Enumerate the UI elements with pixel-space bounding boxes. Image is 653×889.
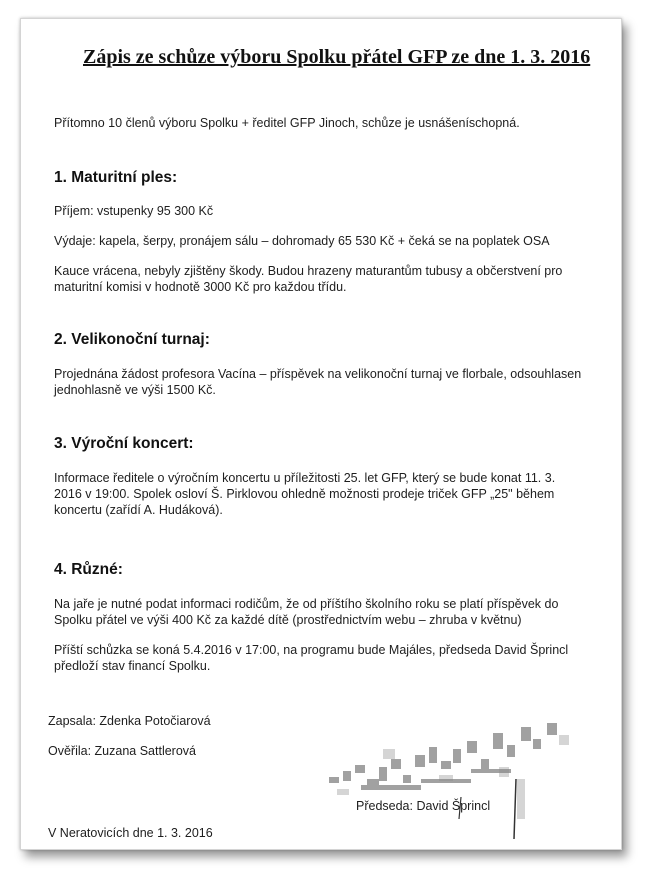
concert-line-2: 2016 v 19:00. Spolek osloví Š. Pirklovou ohledně možnosti prodeje triček GFP „25" během: [54, 487, 555, 501]
next-meeting-line-1: Příští schůzka se koná 5.4.2016 v 17:00, na programu bude Majáles, předseda David Šprincl: [54, 643, 569, 657]
concert-line-1: Informace ředitele o výročním koncertu u příležitosti 25. let GFP, který se bude konat 11. 3.: [54, 471, 556, 485]
tournament-line-1: Projednána žádost profesora Vacína – příspěvek na velikonoční turnaj ve florbale, odsouhlasen: [54, 367, 582, 381]
deposit-line-2: maturitní komisi v hodnotě 3000 Kč pro každou třídu.: [54, 280, 347, 294]
attendance-text: Přítomno 10 členů výboru Spolku + ředitel GFP Jinoch, schůze je usnášeníschopná.: [54, 116, 520, 130]
verified-by: Ověřila: Zuzana Sattlerová: [48, 744, 196, 758]
place-date: V Neratovicích dne 1. 3. 2016: [48, 826, 213, 840]
document-title: Zápis ze schůze výboru Spolku přátel GFP ze dne 1. 3. 2016: [83, 46, 591, 68]
income-line: Příjem: vstupenky 95 300 Kč: [54, 204, 214, 218]
chair-name: Předseda: David Šprincl: [356, 799, 491, 813]
section-heading-concert: 3. Výroční koncert:: [54, 435, 194, 452]
misc-line-1: Na jaře je nutné podat informaci rodičům, že od příštího školního roku se platí příspěvek do: [54, 597, 559, 611]
document-page: [20, 18, 622, 850]
deposit-line-1: Kauce vrácena, nebyly zjištěny škody. Budou hrazeny maturantům tubusy a občerstvení pro: [54, 264, 563, 278]
section-heading-tournament: 2. Velikonoční turnaj:: [54, 331, 210, 348]
concert-line-3: koncertu (zařídí A. Hudáková).: [54, 503, 223, 517]
section-heading-misc: 4. Různé:: [54, 561, 123, 578]
tournament-line-2: jednohlasně ve výši 1500 Kč.: [54, 383, 216, 397]
expenses-line: Výdaje: kapela, šerpy, pronájem sálu – dohromady 65 530 Kč + čeká se na poplatek OSA: [54, 234, 550, 248]
recorded-by: Zapsala: Zdenka Potočiarová: [48, 714, 211, 728]
next-meeting-line-2: předloží stav financí Spolku.: [54, 659, 211, 673]
section-heading-ball: 1. Maturitní ples:: [54, 169, 178, 186]
misc-line-2: Spolku přátel ve výši 400 Kč za každé dítě (prostřednictvím webu – zhruba v květnu): [54, 613, 522, 627]
signature-image: [321, 719, 581, 844]
